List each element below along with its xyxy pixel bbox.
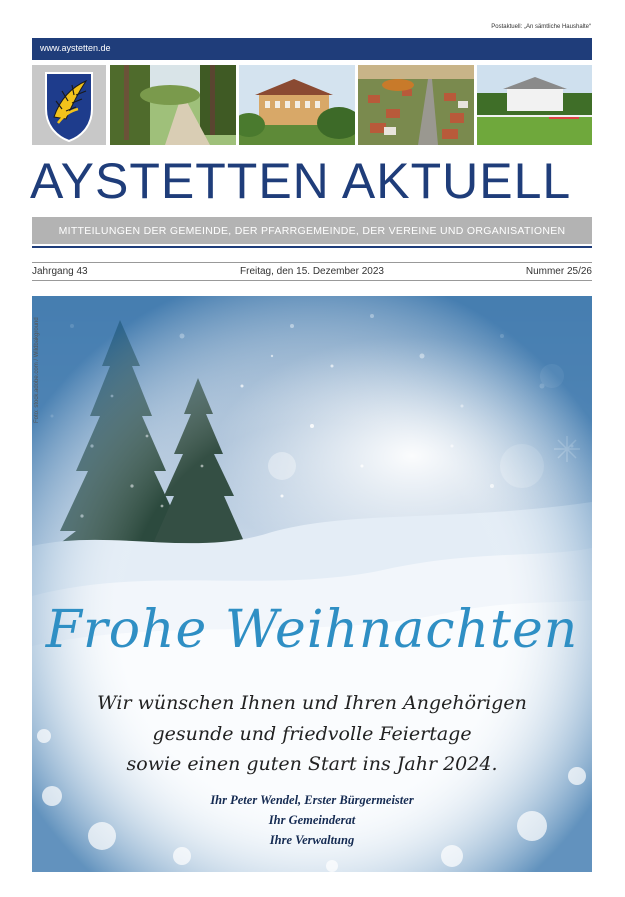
subtitle-text: MITTEILUNGEN DER GEMEINDE, DER PFARRGEMEINDE, DER VEREINE UND ORGANISATIONEN [58, 225, 566, 237]
photo-village-aerial [358, 65, 474, 145]
photo-credit: Foto: stock.adobe.com / Wildbakground [34, 317, 40, 423]
photo-forest-path [110, 65, 236, 145]
issue-number: Nummer 25/26 [525, 266, 592, 277]
issue-date: Freitag, den 15. Dezember 2023 [240, 266, 384, 277]
cover-winter-scene [32, 296, 592, 872]
crest-panel [32, 65, 106, 145]
signature-council: Ihr Gemeinderat [268, 813, 356, 827]
meta-rule-top [32, 262, 592, 263]
signature-administration: Ihre Verwaltung [269, 833, 355, 847]
header-photo-strip [32, 65, 592, 145]
volume-label: Jahrgang 43 [32, 266, 88, 277]
photo-sports-field [477, 65, 592, 145]
photo-castle [239, 65, 355, 145]
postal-note: Postaktuell: „An sämtliche Haushalte“ [491, 24, 591, 30]
url-bar [32, 38, 592, 60]
newspaper-title: AYSTETTEN AKTUELL [30, 153, 572, 209]
website-url[interactable]: www.aystetten.de [40, 43, 111, 53]
subtitle-bar [32, 217, 592, 244]
christmas-greeting: Frohe Weihnachten [45, 600, 579, 660]
wish-line-1: Wir wünschen Ihnen und Ihren Angehörigen [97, 692, 527, 714]
meta-rule-bottom [32, 280, 592, 281]
coat-of-arms-icon [32, 65, 106, 145]
wish-line-2: gesunde und friedvolle Feiertage [152, 723, 472, 745]
signature-mayor: Ihr Peter Wendel, Erster Bürgermeister [210, 793, 414, 807]
wish-line-3: sowie einen guten Start ins Jahr 2024. [126, 753, 498, 775]
subtitle-divider [32, 246, 592, 248]
